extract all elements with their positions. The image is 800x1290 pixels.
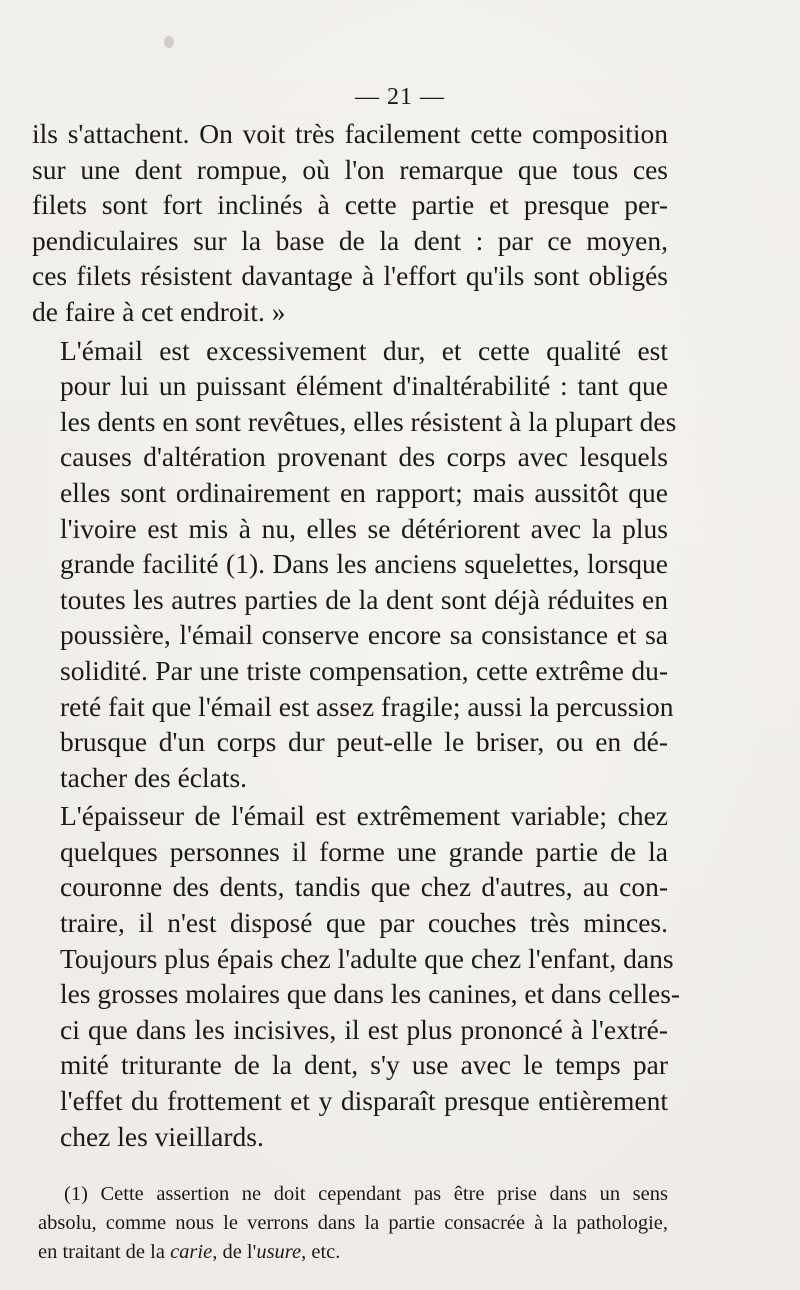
text-line: chez les vieillards. bbox=[60, 1120, 264, 1152]
footnote-line bbox=[38, 1238, 668, 1267]
text-line: traire, il n'est disposé que par couches très minces. bbox=[60, 907, 668, 939]
ink-speck bbox=[164, 36, 174, 48]
text-line: l'effet du frottement et y disparaît presque entièrement bbox=[60, 1085, 668, 1117]
footnote-term-carie: carie bbox=[170, 1241, 213, 1263]
text-line: reté fait que l'émail est assez fragile; aussi la percussion bbox=[60, 690, 674, 722]
text-line: poussière, l'émail conserve encore sa consistance et sa bbox=[60, 619, 668, 651]
text-line: pendiculaires sur la base de la dent : par ce moyen, bbox=[32, 224, 668, 256]
footnote-term-usure: usure bbox=[256, 1241, 302, 1263]
text-line: L'émail est excessivement dur, et cette qualité est bbox=[60, 334, 668, 366]
text-line: tacher des éclats. bbox=[60, 761, 248, 793]
footnote-text: , etc. bbox=[301, 1241, 341, 1263]
text-line: pour lui un puissant élément d'inaltérabilité : tant que bbox=[60, 370, 668, 402]
text-line: elles sont ordinairement en rapport; mais aussitôt que bbox=[60, 476, 668, 508]
footnote bbox=[38, 1180, 668, 1267]
paragraph-2 bbox=[32, 333, 677, 796]
text-line: toutes les autres parties de la dent sont déjà réduites en bbox=[60, 583, 668, 615]
body-text bbox=[32, 116, 681, 1154]
text-line: couronne des dents, tandis que chez d'autres, au con- bbox=[60, 871, 668, 903]
text-line: les grosses molaires que dans les canines, et dans celles- bbox=[60, 978, 681, 1010]
paragraph-3 bbox=[32, 798, 681, 1154]
paragraph-1 bbox=[32, 116, 668, 330]
text-line: filets sont fort inclinés à cette partie et presque per- bbox=[32, 189, 668, 221]
text-line: Toujours plus épais chez l'adulte que chez l'enfant, dans bbox=[60, 942, 674, 974]
text-line: ils s'attachent. On voit très facilement cette composition bbox=[32, 118, 668, 149]
text-line: causes d'altération provenant des corps avec lesquels bbox=[60, 441, 668, 473]
footnote-text: en traitant de la bbox=[38, 1241, 171, 1263]
text-line: les dents en sont revêtues, elles résistent à la plupart des bbox=[60, 405, 677, 437]
footnote-line: absolu, comme nous le verrons dans la partie consacrée à la pathologie, bbox=[38, 1212, 668, 1234]
text-line: solidité. Par une triste compensation, cette extrême du- bbox=[60, 654, 668, 686]
text-line: de faire à cet endroit. » bbox=[32, 295, 286, 327]
footnote-text: , de l' bbox=[212, 1241, 257, 1263]
text-line: sur une dent rompue, où l'on remarque que tous ces bbox=[32, 153, 668, 185]
text-line: l'ivoire est mis à nu, elles se détériorent avec la plus bbox=[60, 512, 668, 544]
text-line: L'épaisseur de l'émail est extrêmement variable; chez bbox=[60, 800, 668, 832]
text-line: mité triturante de la dent, s'y use avec le temps par bbox=[60, 1049, 668, 1081]
text-line: ces filets résistent davantage à l'effort qu'ils sont obligés bbox=[32, 260, 668, 292]
text-line: quelques personnes il forme une grande partie de la bbox=[60, 835, 668, 867]
text-line: ci que dans les incisives, il est plus prononcé à l'extré- bbox=[60, 1013, 668, 1045]
text-line: grande facilité (1). Dans les anciens squelettes, lorsque bbox=[60, 548, 668, 580]
footnote-line: (1) Cette assertion ne doit cependant pas être prise dans un sens bbox=[64, 1183, 668, 1205]
page-number: — 21 — bbox=[355, 84, 445, 110]
text-line: brusque d'un corps dur peut-elle le briser, ou en dé- bbox=[60, 726, 668, 758]
